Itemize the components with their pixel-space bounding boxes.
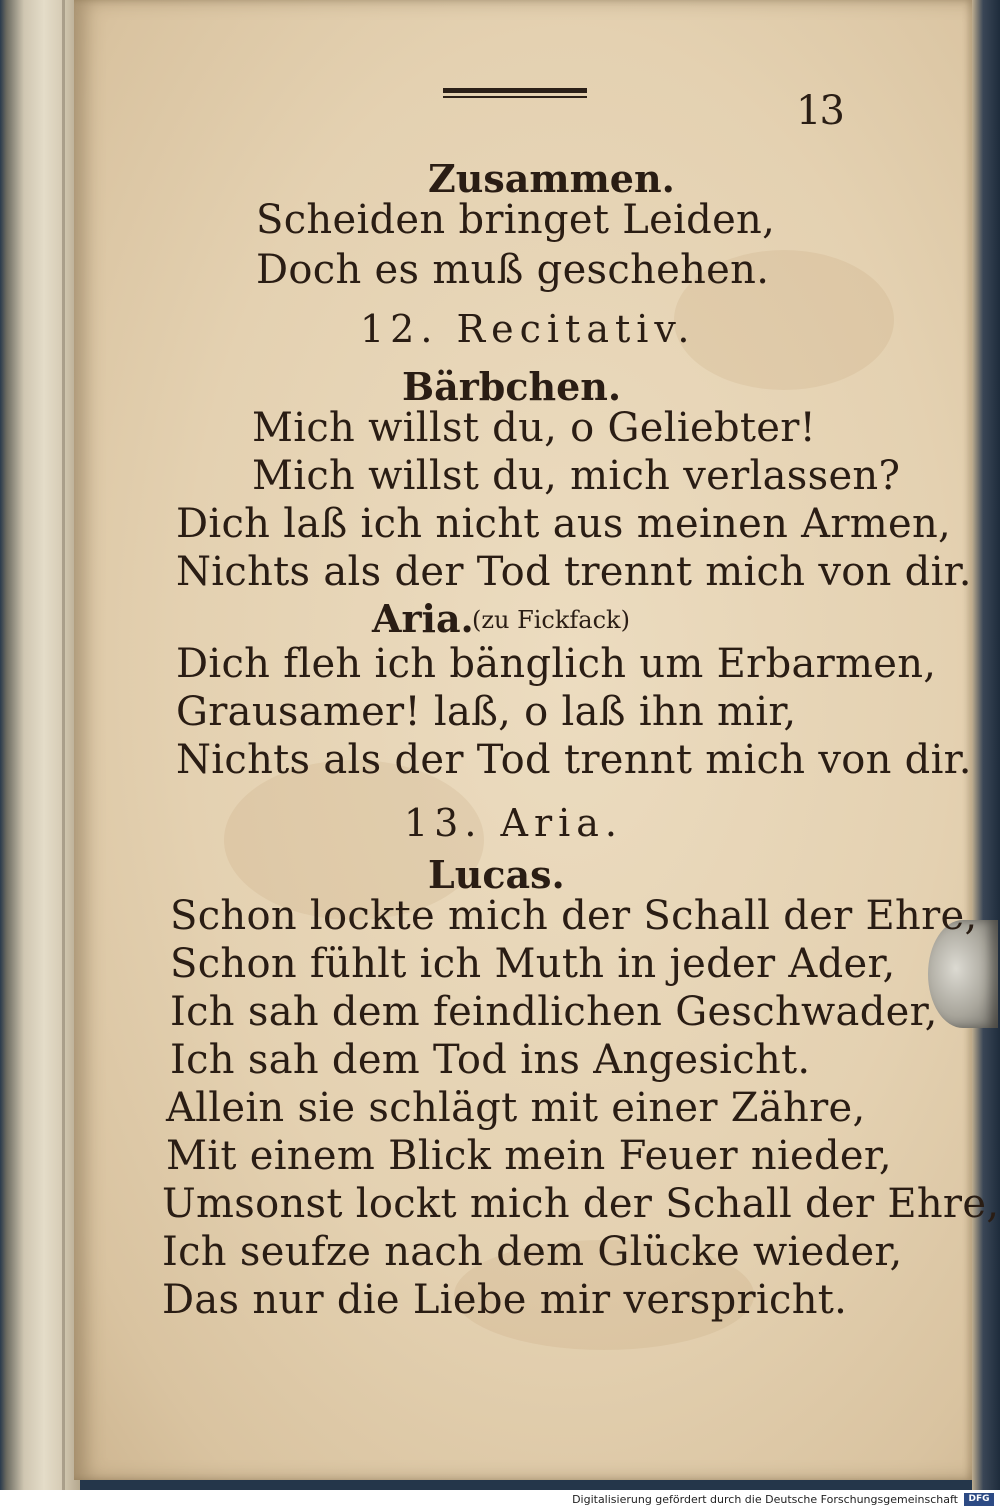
verse-line: Allein sie schlägt mit einer Zähre, [166, 1085, 866, 1131]
verse-line: Schon fühlt ich Muth in jeder Ader, [170, 941, 896, 987]
section-heading: 13. Aria. [404, 801, 624, 845]
book-spine [0, 0, 80, 1490]
verse-line: Mich willst du, mich verlassen? [252, 453, 901, 499]
verse-line: Ich seufze nach dem Glücke wieder, [162, 1229, 903, 1275]
verse-line: Ich sah dem feindlichen Geschwader, [170, 989, 938, 1035]
speaker-label: Zusammen. [428, 156, 675, 201]
dfg-logo: DFG [964, 1493, 994, 1506]
verse-line: Grausamer! laß, o laß ihn mir, [176, 689, 797, 735]
verse-line: Mich willst du, o Geliebter! [252, 405, 816, 451]
spine-fold-line [62, 0, 65, 1490]
verse-line: Doch es muß geschehen. [256, 247, 770, 293]
speaker-label: Bärbchen. [402, 364, 622, 409]
funding-credit: Digitalisierung gefördert durch die Deutsche Forschungsgemeinschaft [572, 1493, 958, 1506]
verse-line: Dich fleh ich bänglich um Erbarmen, [176, 641, 937, 687]
aria-label: Aria. [372, 596, 474, 641]
verse-line: Schon lockte mich der Schall der Ehre, [170, 893, 978, 939]
speaker-label: Lucas. [428, 852, 565, 897]
page-right-edge [972, 0, 1000, 1490]
footer-bar [0, 1490, 1000, 1510]
section-heading: 12. Recitativ. [360, 307, 696, 351]
verse-line: Nichts als der Tod trennt mich von dir. [176, 737, 972, 783]
header-rule-thin [443, 96, 587, 98]
header-rule [443, 88, 587, 98]
header-rule-thick [443, 88, 587, 93]
verse-line: Ich sah dem Tod ins Angesicht. [170, 1037, 811, 1083]
verse-line: Scheiden bringet Leiden, [256, 197, 776, 243]
verse-line: Nichts als der Tod trennt mich von dir. [176, 549, 972, 595]
verse-line: Dich laß ich nicht aus meinen Armen, [176, 501, 952, 547]
page-number: 13 [796, 88, 843, 134]
verse-line: Umsonst lockt mich der Schall der Ehre, [162, 1181, 1000, 1227]
verse-line: Mit einem Blick mein Feuer nieder, [166, 1133, 892, 1179]
verse-line: Das nur die Liebe mir verspricht. [162, 1277, 848, 1323]
stage-note: (zu Fickfack) [472, 606, 630, 634]
